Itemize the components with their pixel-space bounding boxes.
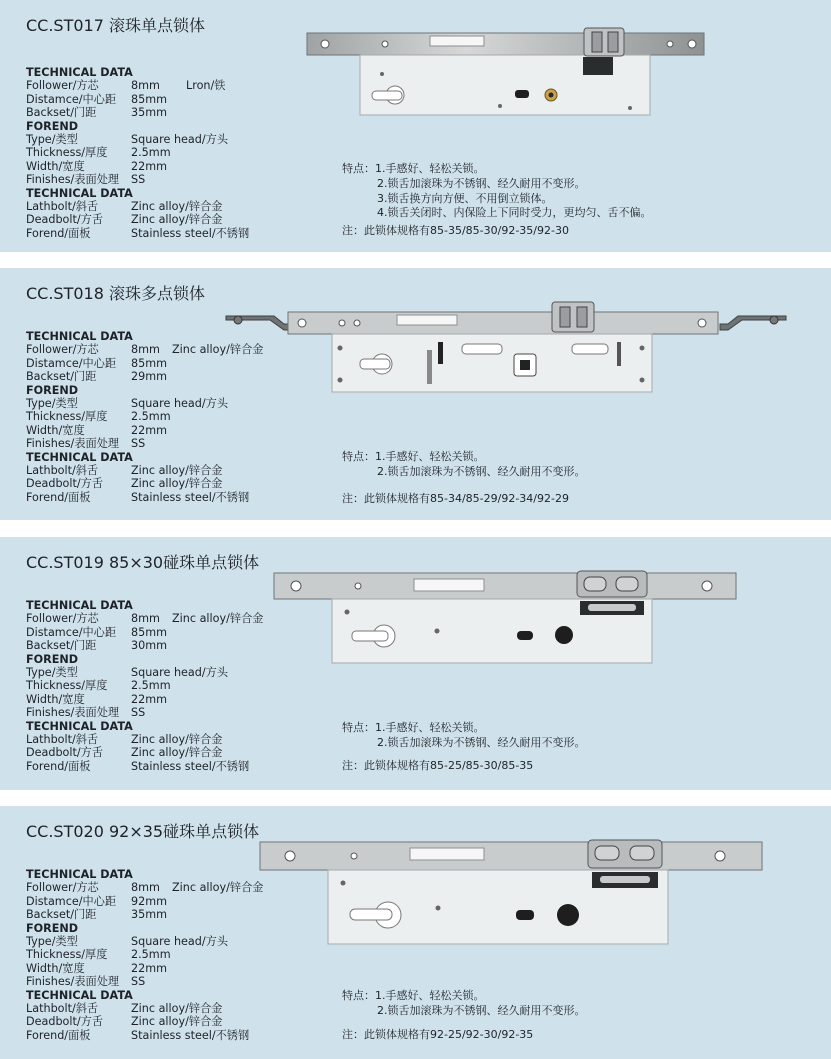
spec-material: Zinc alloy/锌合金: [172, 343, 264, 357]
lock-body-image-st018: [222, 298, 790, 396]
spec-header: TECHNICAL DATA: [26, 719, 133, 733]
lock-body-image-st020: [258, 838, 766, 948]
spec-label: Backset/门距: [26, 908, 97, 922]
spec-label: Forend/面板: [26, 759, 91, 773]
features-block: [342, 450, 586, 506]
spec-value: 30mm: [131, 639, 168, 653]
spec-value: Zinc alloy/锌合金: [131, 732, 223, 746]
product-panel-st018: [0, 268, 831, 520]
spec-value: Square head/方头: [131, 934, 229, 948]
spec-label: Lathbolt/斜舌: [26, 1001, 99, 1015]
spec-value: 8mm: [131, 79, 160, 93]
spec-label: Follower/方芯: [26, 612, 99, 626]
spec-header: FOREND: [26, 383, 79, 397]
spec-label: Backset/门距: [26, 106, 97, 120]
spec-value: Zinc alloy/锌合金: [131, 746, 223, 760]
spec-label: Width/宽度: [26, 423, 85, 437]
spec-value: 8mm: [131, 343, 160, 357]
spec-value: SS: [131, 706, 146, 720]
spec-value: 29mm: [131, 370, 168, 384]
spec-value: Stainless steel/不锈钢: [131, 226, 250, 240]
product-panel-st019: [0, 537, 831, 790]
lock-body-image-st017: [300, 18, 710, 118]
spec-value: 85mm: [131, 356, 168, 370]
spec-value: 35mm: [131, 908, 168, 922]
feature-line: 2.锁舌加滚珠为不锈钢、经久耐用不变形。: [377, 464, 586, 478]
spec-value: Square head/方头: [131, 665, 229, 679]
feature-line: 2.锁舌加滚珠为不锈钢、经久耐用不变形。: [377, 1003, 586, 1017]
product-title: CC.ST020 92×35碰珠单点锁体: [26, 822, 260, 841]
spec-value: Zinc alloy/锌合金: [131, 199, 223, 213]
features-block: [342, 989, 586, 1042]
spec-label: Width/宽度: [26, 692, 85, 706]
spec-label: Forend/面板: [26, 490, 91, 504]
spec-label: Follower/方芯: [26, 79, 99, 93]
feature-line: 4.锁舌关闭时、内保险上下同时受力，更均匀、舌不偏。: [377, 206, 652, 220]
feature-line: 特点：1.手感好、轻松关锁。: [342, 989, 485, 1002]
lock-body-image-st019: [272, 567, 738, 667]
spec-label: Thickness/厚度: [26, 948, 108, 962]
spec-value: SS: [131, 437, 146, 451]
spec-label: Type/类型: [26, 665, 78, 679]
feature-line: 特点：1.手感好、轻松关锁。: [342, 162, 485, 175]
spec-label: Backset/门距: [26, 639, 97, 653]
spec-material: Zinc alloy/锌合金: [172, 612, 264, 626]
product-title: CC.ST017 滚珠单点锁体: [26, 16, 205, 35]
spec-label: Deadbolt/方舌: [26, 1015, 104, 1029]
spec-label: Type/类型: [26, 132, 78, 146]
spec-label: Lathbolt/斜舌: [26, 199, 99, 213]
spec-label: Deadbolt/方舌: [26, 213, 104, 227]
spec-header: TECHNICAL DATA: [26, 66, 133, 79]
spec-note: 注：此锁体规格有85-25/85-30/85-35: [342, 758, 534, 772]
spec-label: Distamce/中心距: [26, 894, 117, 908]
spec-value: 22mm: [131, 159, 168, 173]
spec-value: 22mm: [131, 961, 168, 975]
spec-header: TECHNICAL DATA: [26, 988, 133, 1002]
spec-label: Thickness/厚度: [26, 146, 108, 160]
spec-label: Forend/面板: [26, 226, 91, 240]
spec-label: Finishes/表面处理: [26, 173, 120, 187]
feature-line: 3.锁舌换方向方便、不用倒立锁体。: [377, 191, 553, 205]
spec-value: 2.5mm: [131, 146, 171, 160]
spec-label: Width/宽度: [26, 159, 85, 173]
spec-label: Lathbolt/斜舌: [26, 732, 99, 746]
spec-value: 92mm: [131, 894, 168, 908]
spec-label: Backset/门距: [26, 370, 97, 384]
spec-value: Zinc alloy/锌合金: [131, 463, 223, 477]
spec-value: 8mm: [131, 612, 160, 626]
spec-value: 8mm: [131, 881, 160, 895]
spec-value: 22mm: [131, 423, 168, 437]
spec-value: 85mm: [131, 92, 168, 106]
feature-line: 特点：1.手感好、轻松关锁。: [342, 721, 485, 734]
feature-line: 2.锁舌加滚珠为不锈钢、经久耐用不变形。: [377, 735, 586, 749]
spec-label: Thickness/厚度: [26, 410, 108, 424]
spec-header: TECHNICAL DATA: [26, 599, 133, 612]
product-title: CC.ST019 85×30碰珠单点锁体: [26, 553, 260, 572]
spec-value: Stainless steel/不锈钢: [131, 490, 250, 504]
spec-label: Lathbolt/斜舌: [26, 463, 99, 477]
spec-value: 2.5mm: [131, 679, 171, 693]
spec-label: Forend/面板: [26, 1028, 91, 1042]
spec-value: SS: [131, 173, 146, 187]
spec-label: Type/类型: [26, 396, 78, 410]
spec-note: 注：此锁体规格有85-34/85-29/92-34/92-29: [342, 491, 569, 505]
features-block: [342, 721, 586, 773]
product-panel-st017: [0, 0, 831, 252]
spec-label: Distamce/中心距: [26, 625, 117, 639]
spec-value: Stainless steel/不锈钢: [131, 759, 250, 773]
spec-value: 2.5mm: [131, 410, 171, 424]
spec-header: FOREND: [26, 921, 79, 935]
spec-header: FOREND: [26, 652, 79, 666]
feature-line: 2.锁舌加滚珠为不锈钢、经久耐用不变形。: [377, 176, 586, 190]
spec-header: TECHNICAL DATA: [26, 330, 133, 343]
product-panel-st020: [0, 806, 831, 1059]
spec-value: 2.5mm: [131, 948, 171, 962]
spec-material: Lron/铁: [186, 79, 226, 93]
feature-line: 特点：1.手感好、轻松关锁。: [342, 450, 485, 463]
spec-value: 85mm: [131, 625, 168, 639]
spec-label: Distamce/中心距: [26, 356, 117, 370]
spec-value: 35mm: [131, 106, 168, 120]
spec-label: Deadbolt/方舌: [26, 477, 104, 491]
spec-value: Zinc alloy/锌合金: [131, 1015, 223, 1029]
spec-note: 注：此锁体规格有92-25/92-30/92-35: [342, 1027, 534, 1041]
spec-label: Follower/方芯: [26, 343, 99, 357]
spec-value: Square head/方头: [131, 396, 229, 410]
spec-value: Square head/方头: [131, 132, 229, 146]
spec-header: TECHNICAL DATA: [26, 868, 133, 881]
spec-value: Zinc alloy/锌合金: [131, 213, 223, 227]
spec-label: Follower/方芯: [26, 881, 99, 895]
spec-label: Width/宽度: [26, 961, 85, 975]
features-block: [342, 162, 652, 239]
spec-label: Type/类型: [26, 934, 78, 948]
spec-value: Zinc alloy/锌合金: [131, 1001, 223, 1015]
spec-label: Deadbolt/方舌: [26, 746, 104, 760]
spec-header: TECHNICAL DATA: [26, 186, 133, 200]
spec-note: 注：此锁体规格有85-35/85-30/92-35/92-30: [342, 224, 569, 238]
spec-value: Stainless steel/不锈钢: [131, 1028, 250, 1042]
spec-value: 22mm: [131, 692, 168, 706]
spec-label: Finishes/表面处理: [26, 975, 120, 989]
product-title: CC.ST018 滚珠多点锁体: [26, 284, 205, 303]
spec-header: TECHNICAL DATA: [26, 450, 133, 464]
spec-label: Distamce/中心距: [26, 92, 117, 106]
spec-value: SS: [131, 975, 146, 989]
spec-material: Zinc alloy/锌合金: [172, 881, 264, 895]
spec-label: Thickness/厚度: [26, 679, 108, 693]
spec-value: Zinc alloy/锌合金: [131, 477, 223, 491]
spec-header: FOREND: [26, 119, 79, 133]
spec-label: Finishes/表面处理: [26, 706, 120, 720]
spec-label: Finishes/表面处理: [26, 437, 120, 451]
